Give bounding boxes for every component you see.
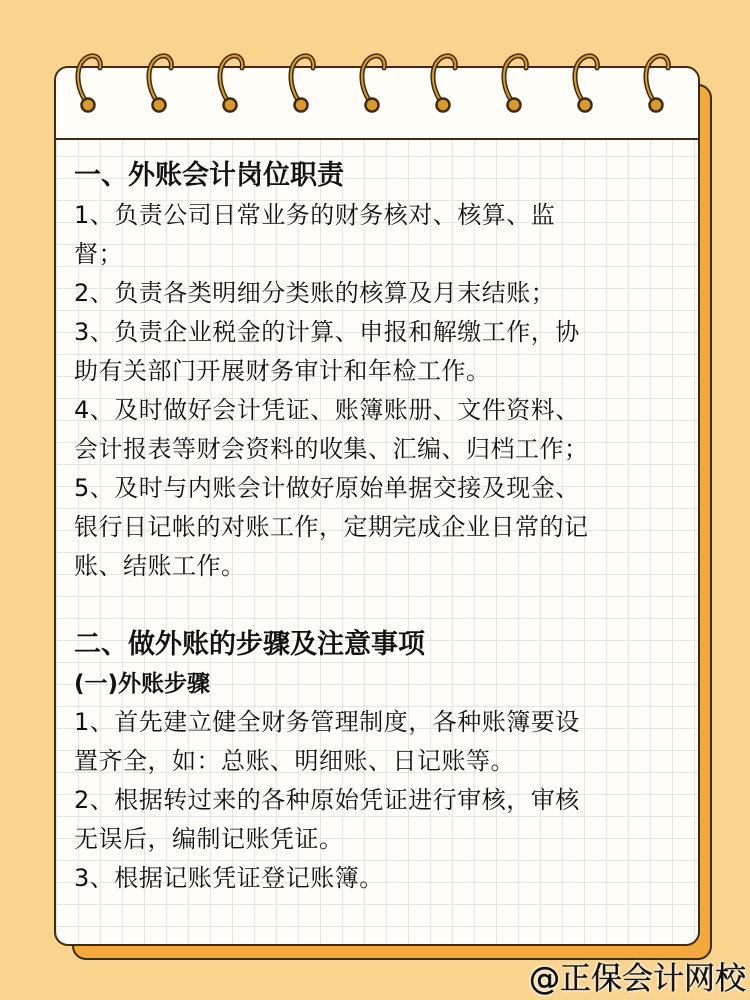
watermark: @正保会计网校 [529,961,746,997]
section-1-line: 账、结账工作。 [74,552,246,580]
section-2-line: 2、根据转过来的各种原始凭证进行审核，审核 [74,786,580,814]
section-1-line: 2、负责各类明细分类账的核算及月末结账； [74,279,556,307]
spiral-binding-ring-icon [646,56,668,112]
section-1-line: 3、负责企业税金的计算、申报和解缴工作，协 [74,318,580,346]
section-2-title: 二、做外账的步骤及注意事项 [74,629,425,660]
spiral-binding-ring-icon [575,56,597,112]
spiral-binding-ring-icon [504,56,526,112]
section-1-title: 一、外账会计岗位职责 [74,160,344,191]
spiral-binding [54,44,696,124]
section-1-line: 助有关部门开展财务审计和年检工作。 [74,357,491,385]
section-1-line: 5、及时与内账会计做好原始单据交接及现金、 [74,474,580,502]
spiral-binding-ring-icon [291,56,313,112]
spiral-binding-ring-icon [433,56,455,112]
section-2-subtitle: (一)外账步骤 [74,671,211,697]
section-2-line: 置齐全，如：总账、明细账、日记账等。 [74,747,515,775]
section-1-line: 4、及时做好会计凭证、账簿账册、文件资料、 [74,396,580,424]
section-1-line: 会计报表等财会资料的收集、汇编、归档工作； [74,435,589,463]
section-1-line: 银行日记帐的对账工作，定期完成企业日常的记 [74,513,589,541]
section-2-line: 1、首先建立健全财务管理制度，各种账簿要设 [74,708,580,736]
section-gap [74,586,680,625]
spiral-binding-ring-icon [78,56,100,112]
section-1-line: 督； [74,240,123,268]
spiral-binding-ring-icon [362,56,384,112]
section-2-line: 无误后，编制记账凭证。 [74,825,344,853]
section-1-line: 1、负责公司日常业务的财务核对、核算、监 [74,201,556,229]
spiral-binding-ring-icon [220,56,242,112]
page-content [74,156,680,898]
section-2-line: 3、根据记账凭证登记账簿。 [74,864,384,892]
notebook-page [54,66,700,946]
spiral-binding-ring-icon [149,56,171,112]
